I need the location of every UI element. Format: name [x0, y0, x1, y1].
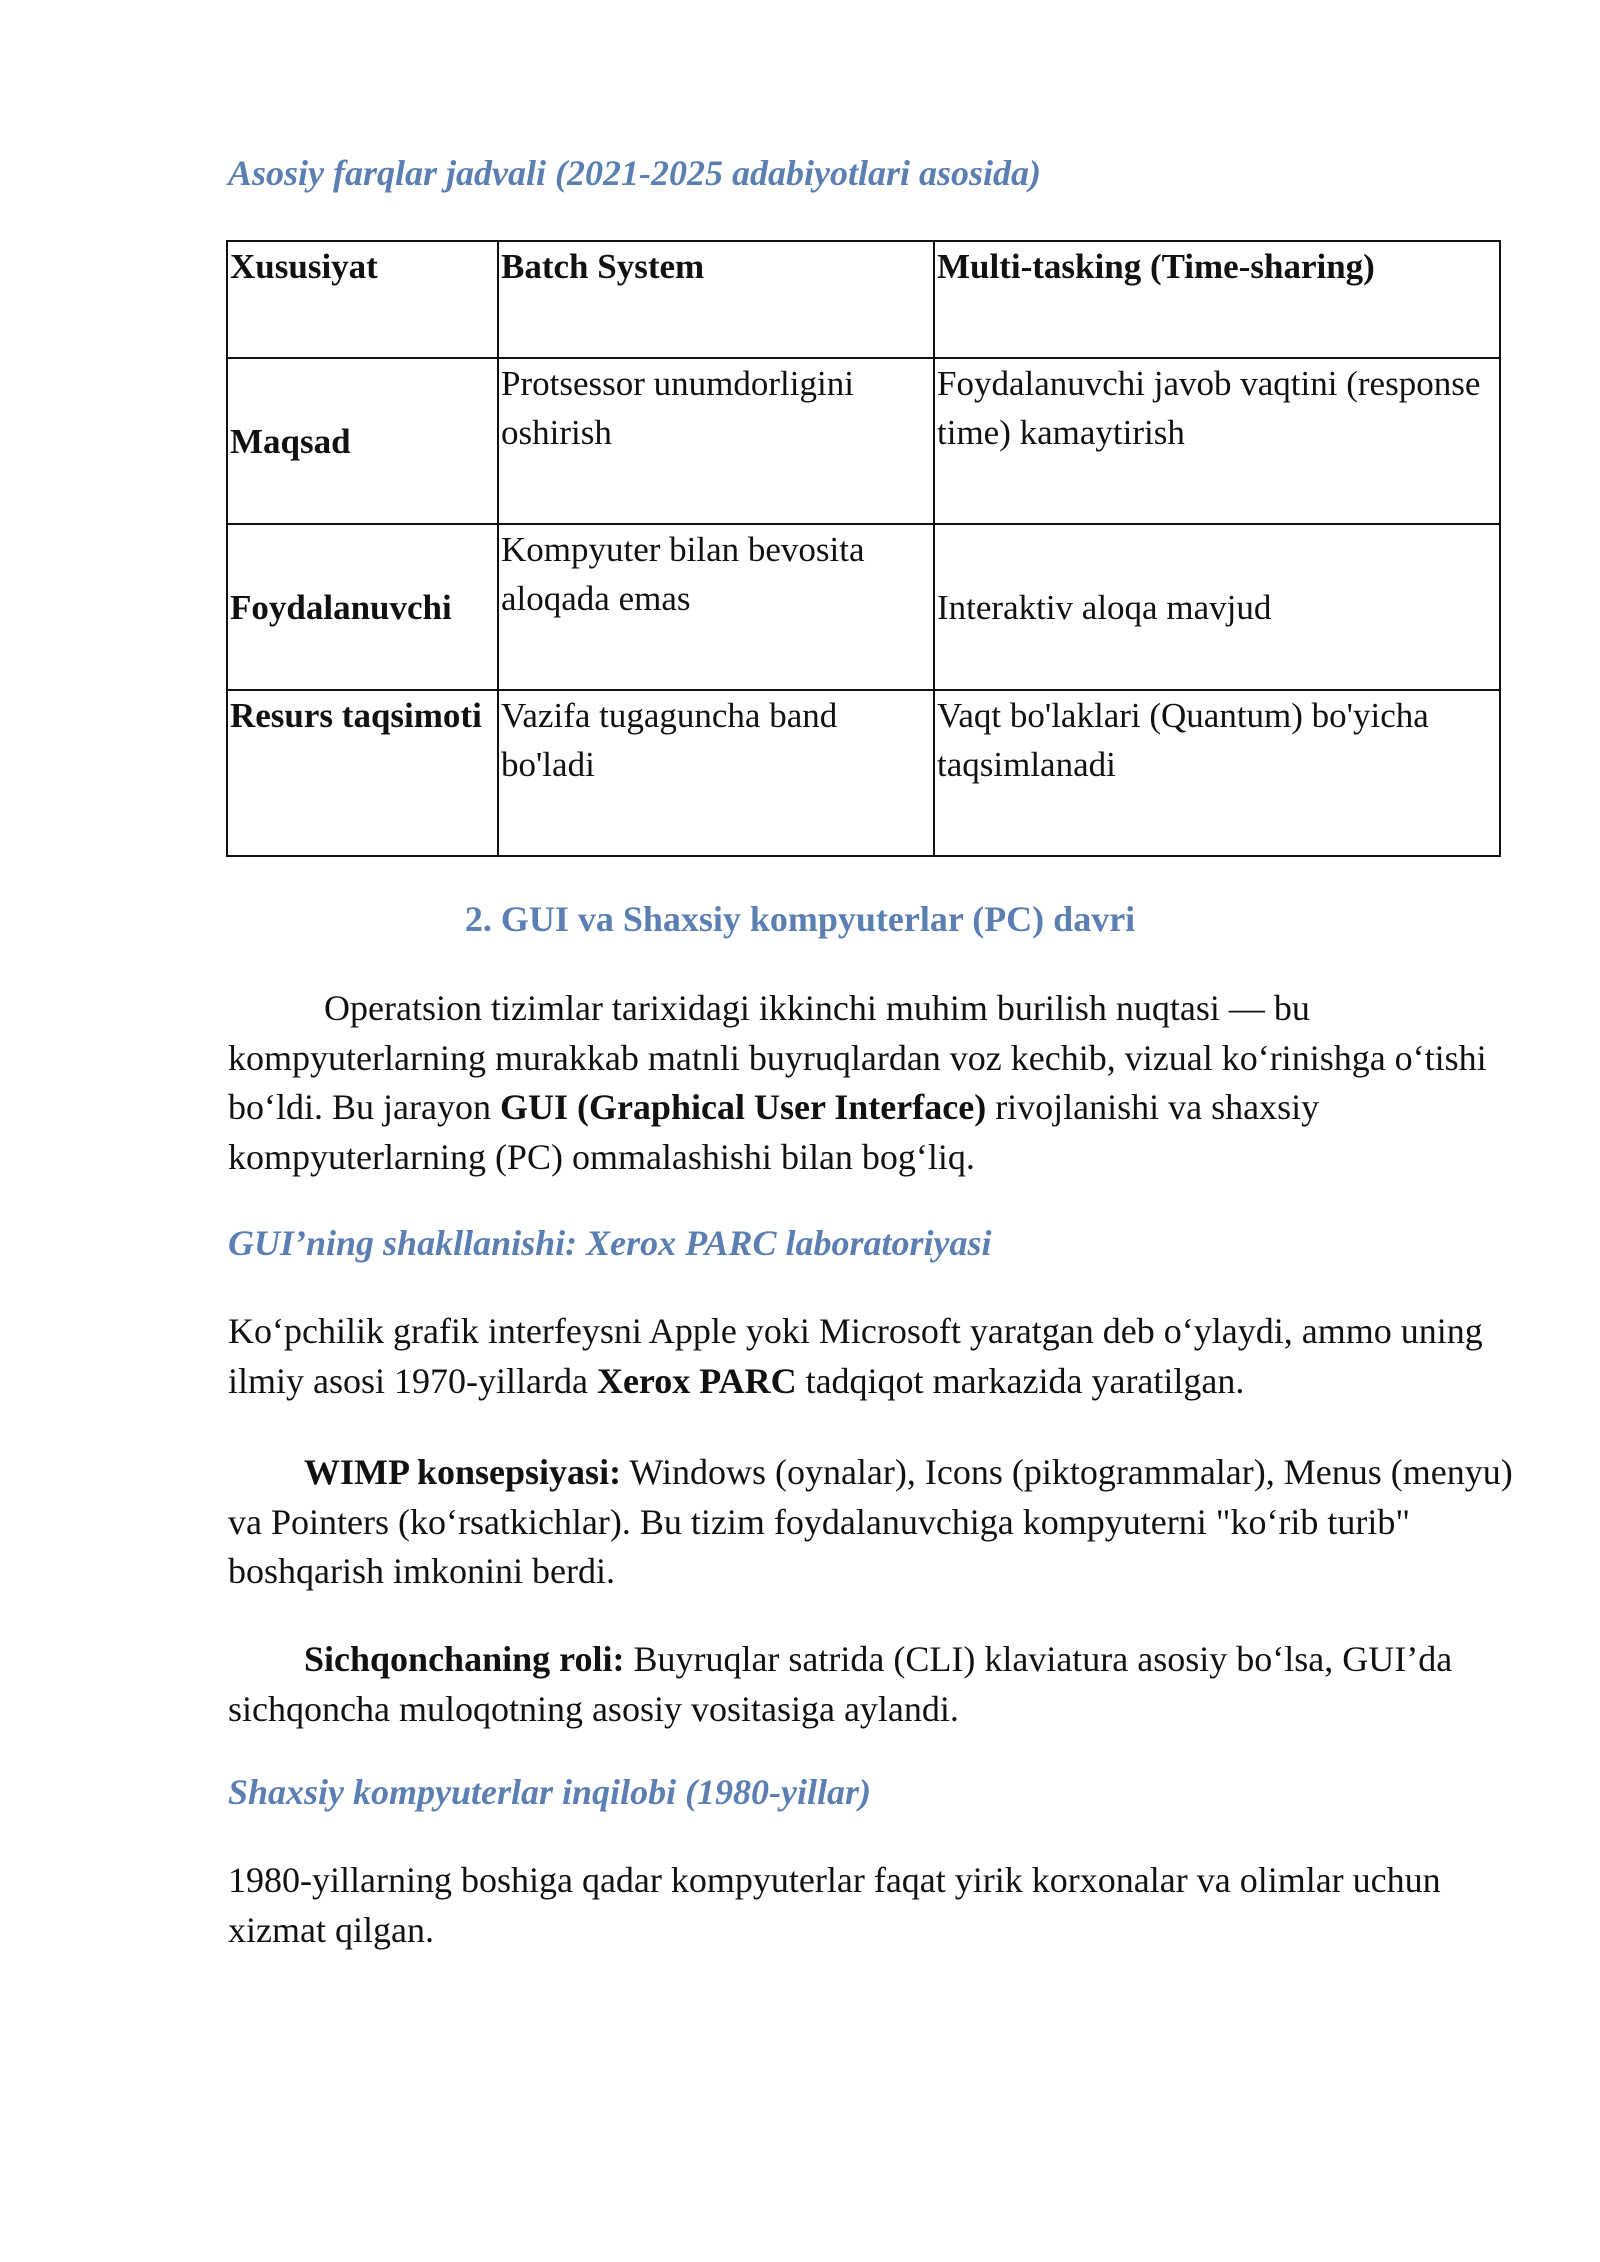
table-row-label: Maqsad: [227, 358, 498, 524]
gui-subheading: GUI’ning shakllanishi: Xerox PARC laboratoriyasi: [228, 1223, 992, 1263]
table-row-label: Foydalanuvchi: [227, 524, 498, 690]
mouse-text: Buyruqlar satrida (CLI) klaviatura asosiy bo‘lsa, GUI’da sichqoncha muloqotning asosiy vositasiga aylandi.: [228, 1639, 1453, 1729]
table-cell: Foydalanuvchi javob vaqtini (response time) kamaytirish: [934, 358, 1500, 524]
table-header-cell: Multi-tasking (Time-sharing): [934, 241, 1500, 358]
xerox-text: tadqiqot markazida yaratilgan.: [796, 1360, 1245, 1401]
wimp-text: Windows (oynalar), Icons (piktogrammalar), Menus (menyu) va Pointers (ko‘rsatkichlar). Bu tizim foydalanuvchiga kompyuterni "ko‘rib turib" boshqarish imkonini berdi.: [228, 1452, 1513, 1591]
table-header-row: [227, 241, 1500, 358]
table-cell: Vazifa tugaguncha band bo'ladi: [498, 690, 934, 856]
intro-bold-text: GUI (Graphical User Interface): [499, 1087, 987, 1127]
table-cell: Vaqt bo'laklari (Quantum) bo'yicha taqsimlanadi: [934, 690, 1500, 856]
mouse-paragraph: [228, 1635, 1528, 1734]
table-cell: Protsessor unumdorligini oshirish: [498, 358, 934, 524]
table-cell: Interaktiv aloqa mavjud: [934, 524, 1500, 690]
pc-subheading: Shaxsiy kompyuterlar inqilobi (1980-yillar): [228, 1772, 872, 1812]
section-title: 2. GUI va Shaxsiy kompyuterlar (PC) davri: [464, 899, 1136, 939]
table-row-label: Resurs taqsimoti: [227, 690, 498, 856]
table-row: [227, 358, 1500, 524]
wimp-bold-text: WIMP konsepsiyasi:: [304, 1452, 622, 1492]
table-heading: Asosiy farqlar jadvali (2021-2025 adabiyotlari asosida): [228, 153, 1041, 193]
xerox-bold-text: Xerox PARC: [596, 1360, 797, 1401]
xerox-text: Ko‘pchilik grafik interfeysni Apple yoki Microsoft yaratgan deb o‘ylaydi, ammo uning ilmiy asosi 1970-yillarda: [228, 1311, 1483, 1401]
wimp-paragraph: [228, 1448, 1528, 1597]
intro-text: Operatsion tizimlar tarixidagi ikkinchi muhim burilish nuqtasi — bu kompyuterlarning murakkab matnli buyruqlardan voz kechib, vizual ko‘rinishga o‘tishi bo‘ldi. Bu jarayon: [228, 988, 1487, 1127]
table-row: [227, 690, 1500, 856]
intro-text: rivojlanishi va shaxsiy kompyuterlarning (PC) ommalashishi bilan bog‘liq.: [228, 1087, 1320, 1177]
pc-paragraph: 1980-yillarning boshiga qadar kompyuterlar faqat yirik korxonalar va olimlar uchun xizmat qilgan.: [228, 1860, 1441, 1950]
table-header-cell: Xususiyat: [227, 241, 498, 358]
table-row: [227, 524, 1500, 690]
comparison-table: [226, 240, 1501, 857]
intro-paragraph: [228, 984, 1528, 1182]
table-header-cell: Batch System: [498, 241, 934, 358]
mouse-bold-text: Sichqonchaning roli:: [304, 1639, 625, 1679]
table-cell: Kompyuter bilan bevosita aloqada emas: [498, 524, 934, 690]
xerox-paragraph: [228, 1307, 1528, 1406]
